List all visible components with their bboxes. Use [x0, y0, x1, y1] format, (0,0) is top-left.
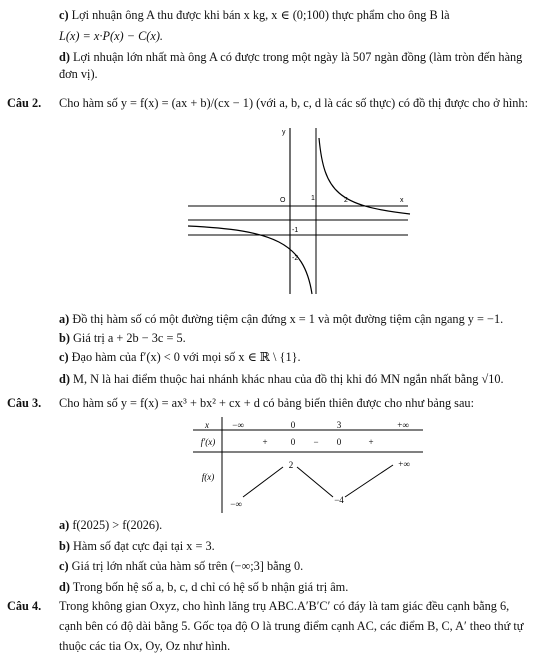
q2-c-item [59, 350, 301, 365]
table-fprime-label: f′(x) [200, 437, 216, 447]
q1-d-text1: Lợi nhuận lớn nhất mà ông A có được trong một ngày là 507 ngàn đồng (làm tròn đến hàng [73, 50, 523, 64]
graph-tick-neg1: -1 [292, 227, 299, 234]
graph-origin-label: O [280, 197, 286, 204]
q2-a-label: a) [59, 312, 70, 326]
q3-c-label: c) [59, 559, 69, 573]
q2-c-text: Đạo hàm của f′(x) < 0 với mọi số x ∈ ℝ \ {1}. [71, 350, 301, 364]
table-sign-3: 0 [336, 437, 342, 447]
table-sign-1: 0 [290, 437, 296, 447]
graph-tick-1: 1 [311, 195, 315, 202]
table-f-label: f(x) [201, 472, 215, 482]
table-f-val-0: −∞ [230, 499, 242, 509]
q2-d-item [59, 372, 504, 387]
q2-a-item [59, 312, 503, 327]
q1-d-text2: đơn vị). [59, 67, 98, 81]
q3-a-text: f(2025) > f(2026). [72, 518, 163, 532]
q2-stem: Cho hàm số y = f(x) = (ax + b)/(cx − 1) (với a, b, c, d là các số thực) có đồ thị được cho ở hình: [59, 96, 528, 110]
q2-d-text: M, N là hai điểm thuộc hai nhánh khác nhau của đồ thị khi đó MN ngắn nhất bằng √10. [73, 372, 504, 386]
table-f-val-1: 2 [288, 460, 294, 470]
q3-label: Câu 3. [7, 396, 42, 410]
table-sign-2: − [313, 437, 319, 447]
q4-line2: cạnh bên có độ dài bằng 5. Gốc tọa độ O là trung điểm cạnh AC, các điểm B, C, A′ theo thứ tự [59, 619, 524, 633]
q2-label: Câu 2. [7, 96, 42, 110]
q2-c-label: c) [59, 350, 69, 364]
table-arrow-up-2 [345, 465, 393, 497]
graph-tick-neg2: -2 [292, 255, 299, 262]
q3-d-label: d) [59, 580, 70, 594]
q1-c-label: c) [59, 8, 69, 22]
q1-d-label: d) [59, 50, 70, 64]
table-x-val-3: +∞ [397, 420, 409, 430]
table-sign-0: + [262, 437, 268, 447]
table-sign-4: + [368, 437, 374, 447]
q3-a-item [59, 518, 162, 533]
graph-y-label: y [282, 129, 286, 136]
q3-b-text: Hàm số đạt cực đại tại x = 3. [73, 539, 215, 553]
q3-stem: Cho hàm số y = f(x) = ax³ + bx² + cx + d có bảng biến thiên được cho như bảng sau: [59, 396, 474, 410]
q2-b-label: b) [59, 331, 70, 345]
q3-variation-table [193, 417, 423, 513]
q2-a-text: Đồ thị hàm số có một đường tiệm cận đứng x = 1 và một đường tiệm cận ngang y = −1. [72, 312, 504, 326]
q3-a-label: a) [59, 518, 70, 532]
q3-c-item [59, 559, 303, 574]
q3-c-text: Giá trị lớn nhất của hàm số trên (−∞;3] bằng 0. [71, 559, 304, 573]
table-x-val-1: 0 [290, 420, 296, 430]
q1-c-formula: L(x) = x·P(x) − C(x). [59, 29, 163, 43]
table-x-val-0: −∞ [232, 420, 244, 430]
table-f-val-2: −4 [334, 495, 344, 505]
q1-c-item [59, 8, 450, 23]
q2-function-graph [178, 122, 418, 300]
q3-b-label: b) [59, 539, 70, 553]
q3-d-item [59, 580, 348, 595]
table-arrow-up-1 [243, 467, 283, 497]
q1-c-text: Lợi nhuận ông A thu được khi bán x kg, x ∈ (0;100) thực phẩm cho ông B là [71, 8, 450, 22]
q2-d-label: d) [59, 372, 70, 386]
table-arrow-down [297, 467, 333, 497]
q3-d-text: Trong bốn hệ số a, b, c, d chỉ có hệ số b nhận giá trị âm. [72, 580, 349, 594]
graph-x-label: x [400, 197, 404, 204]
q3-b-item [59, 539, 215, 554]
q4-label: Câu 4. [7, 599, 42, 613]
q4-line1: Trong không gian Oxyz, cho hình lăng trụ ABC.A′B′C′ có đáy là tam giác đều cạnh bằng 6, [59, 599, 510, 613]
q1-d-item [59, 50, 522, 65]
graph-right-branch [319, 138, 410, 214]
q2-b-text: Giá trị a + 2b − 3c = 5. [73, 331, 186, 345]
q4-line3: thuộc các tia Ox, Oy, Oz như hình. [59, 639, 231, 653]
table-f-val-3: +∞ [398, 459, 410, 469]
q2-b-item [59, 331, 186, 346]
table-x-label: x [205, 420, 209, 430]
graph-tick-2: 2 [344, 197, 348, 204]
table-x-val-2: 3 [336, 420, 342, 430]
